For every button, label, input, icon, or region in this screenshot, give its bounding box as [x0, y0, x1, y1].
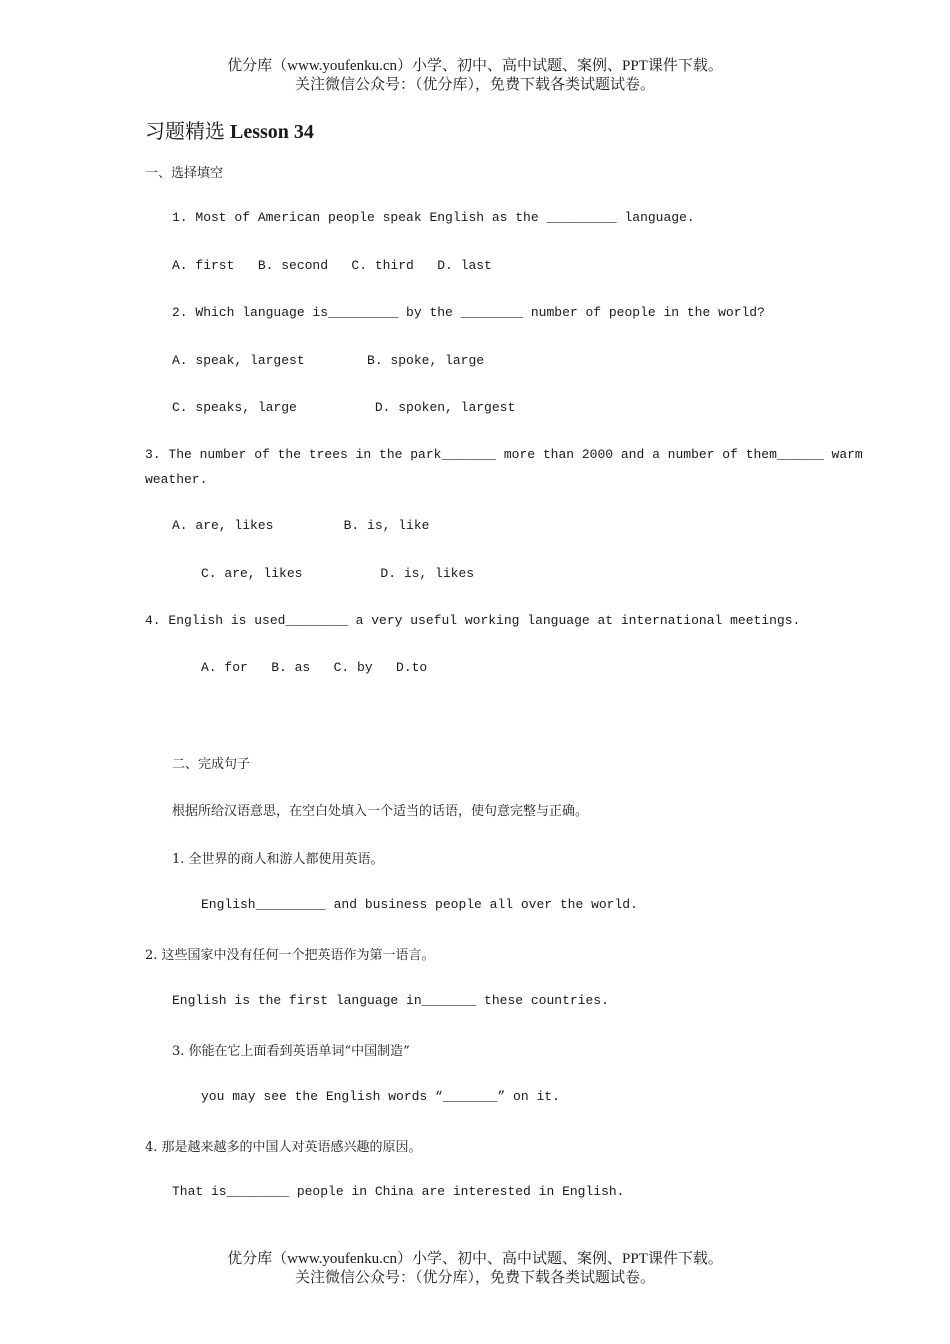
q3-text: 3. The number of the trees in the park_______ more than 2000 and a number of them______ warm [145, 447, 863, 462]
footer-line-1: 优分库（www.youfenku.cn）小学、初中、高中试题、案例、PPT课件下载。 [227, 1251, 723, 1267]
q3-options-cd: C. are, likes D. is, likes [201, 566, 475, 581]
s2-q4-cn: 4. 那是越来越多的中国人对英语感兴趣的原因。 [145, 1140, 422, 1155]
title-prefix: 习题精选 [145, 121, 230, 143]
q1-options: A. first B. second C. third D. last [172, 258, 492, 273]
s2-q3-cn: 3. 你能在它上面看到英语单词“中国制造” [172, 1044, 410, 1059]
q3-text-cont: weather. [145, 472, 208, 487]
section2-heading: 二、完成句子 [172, 757, 251, 772]
s2-q1-cn: 1. 全世界的商人和游人都使用英语。 [172, 852, 384, 867]
section1-heading: 一、选择填空 [145, 166, 224, 181]
q4-text: 4. English is used________ a very useful working language at international meetings. [145, 613, 801, 628]
s2-q2-cn: 2. 这些国家中没有任何一个把英语作为第一语言。 [145, 948, 435, 963]
q1-text: 1. Most of American people speak English as the _________ language. [172, 210, 695, 225]
page-title [145, 115, 314, 144]
footer-line-2: 关注微信公众号：（优分库），免费下载各类试题试卷。 [294, 1270, 655, 1286]
q2-options-ab: A. speak, largest B. spoke, large [172, 353, 485, 368]
s2-q2-en: English is the first language in_______ these countries. [172, 993, 609, 1008]
q3-options-ab: A. are, likes B. is, like [172, 518, 430, 533]
header-line-1: 优分库（www.youfenku.cn）小学、初中、高中试题、案例、PPT课件下载。 [227, 58, 723, 74]
s2-q1-en: English_________ and business people all over the world. [201, 897, 638, 912]
s2-q4-en: That is________ people in China are interested in English. [172, 1184, 625, 1199]
header-line-2: 关注微信公众号：（优分库），免费下载各类试题试卷。 [294, 77, 655, 93]
s2-q3-en: you may see the English words “_______” on it. [201, 1089, 560, 1104]
q2-text: 2. Which language is_________ by the ________ number of people in the world? [172, 305, 765, 320]
title-lesson: Lesson 34 [230, 121, 314, 143]
q2-options-cd: C. speaks, large D. spoken, largest [172, 400, 516, 415]
section2-instruction: 根据所给汉语意思，在空白处填入一个适当的话语，使句意完整与正确。 [172, 804, 589, 819]
q4-options: A. for B. as C. by D.to [201, 660, 428, 675]
